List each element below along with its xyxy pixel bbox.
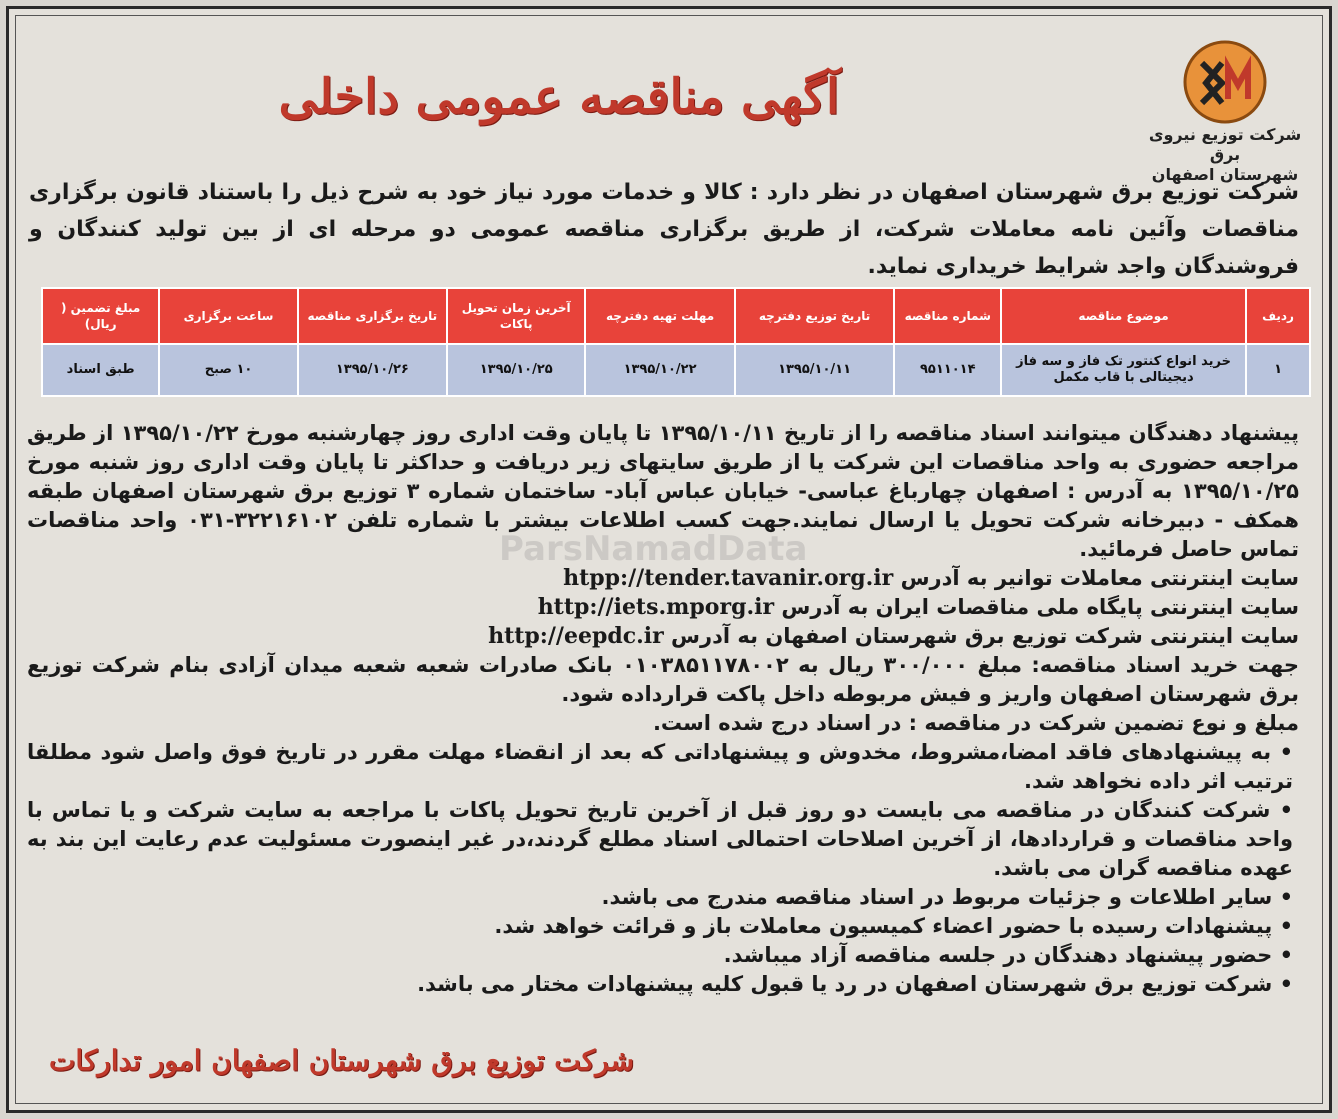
site-line-eepdc [27, 622, 1299, 651]
notice-body [27, 419, 1299, 999]
condition-item: • حضور پیشنهاد دهندگان در جلسه مناقصه آزاد میباشد. [27, 941, 1299, 970]
header-number: شماره مناقصه [894, 288, 1001, 344]
header-subject: موضوع مناقصه [1001, 288, 1246, 344]
header-delivery-deadline: آخرین زمان تحویل پاکات [447, 288, 586, 344]
submission-paragraph: پیشنهاد دهندگان میتوانند اسناد مناقصه را از تاریخ ۱۳۹۵/۱۰/۱۱ تا پایان وقت اداری روز چهارشنبه مورخ ۱۳۹۵/۱۰/۲۲ از طریق مراجعه حضوری به واحد مناقصات این شرکت یا از طریق سایتهای زیر دریافت و حداکثر تا پایان وقت اداری روز شنبه مورخ ۱۳۹۵/۱۰/۲۵ به آدرس : اصفهان چهارباغ عباسی- خیابان عباس آباد- ساختمان شماره ۳ توزیع برق شهرستان اصفهان طبقه همکف - دبیرخانه شرکت تحویل یا ارسال نمایند.جهت کسب اطلاعات بیشتر با شماره تلفن ۳۲۲۱۶۱۰۲-۰۳۱ واحد مناقصات تماس حاصل فرمائید. [27, 421, 1299, 561]
electric-power-logo-icon [1182, 39, 1268, 125]
header-index: ردیف [1246, 288, 1310, 344]
notice-headline: آگهی مناقصه عمومی داخلی [278, 69, 840, 125]
tender-table-header-row [42, 288, 1310, 344]
condition-item: • به پیشنهادهای فاقد امضا،مشروط، مخدوش و پیشنهاداتی که بعد از انقضاء مهلت مقرر در تاریخ فوق واصل شود مطلقا ترتیب اثر داده نخواهد شد. [27, 738, 1299, 796]
cell-index: ۱ [1246, 344, 1310, 396]
guarantee-paragraph: مبلغ و نوع تضمین شرکت در مناقصه : در اسناد درج شده است. [652, 711, 1299, 735]
table-row [42, 344, 1310, 396]
header-holding-time: ساعت برگزاری [159, 288, 298, 344]
header-dist-date: تاریخ توزیع دفترچه [735, 288, 895, 344]
company-logo-block [1135, 39, 1315, 185]
company-name-line2: شهرستان اصفهان [1151, 165, 1299, 184]
site-line-tavanir [27, 564, 1299, 593]
site-url-iets[interactable]: http://iets.mporg.ir [537, 594, 775, 620]
cell-subject: خرید انواع کنتور تک فاز و سه فاز دیجیتالی با قاب مکمل [1001, 344, 1246, 396]
purchase-paragraph: جهت خرید اسناد مناقصه: مبلغ ۳۰۰/۰۰۰ ریال به ۰۱۰۳۸۵۱۱۷۸۰۰۲ بانک صادرات شعبه شعبه میدان آزادی بنام شرکت توزیع برق شهرستان اصفهان واریز و فیش مربوطه داخل پاکت قرارداده شود. [27, 653, 1299, 706]
tender-table [41, 287, 1311, 397]
site-label: سایت اینترنتی شرکت توزیع برق شهرستان اصفهان به آدرس [671, 624, 1299, 648]
notice-page [6, 6, 1332, 1113]
site-line-iets [27, 593, 1299, 622]
site-url-tavanir[interactable]: htpp://tender.tavanir.org.ir [563, 565, 894, 591]
cell-prep-deadline: ۱۳۹۵/۱۰/۲۲ [585, 344, 734, 396]
site-label: سایت اینترنتی پایگاه ملی مناقصات ایران به آدرس [781, 595, 1299, 619]
signature: شرکت توزیع برق شهرستان اصفهان امور تدارکات [49, 1044, 634, 1077]
cell-holding-time: ۱۰ صبح [159, 344, 298, 396]
condition-item: • پیشنهادات رسیده با حضور اعضاء کمیسیون معاملات باز و قرائت خواهد شد. [27, 912, 1299, 941]
site-label: سایت اینترنتی معاملات توانیر به آدرس [900, 566, 1299, 590]
cell-holding-date: ۱۳۹۵/۱۰/۲۶ [298, 344, 447, 396]
cell-delivery-deadline: ۱۳۹۵/۱۰/۲۵ [447, 344, 586, 396]
site-url-eepdc[interactable]: http://eepdc.ir [488, 623, 664, 649]
condition-item: • شرکت توزیع برق شهرستان اصفهان در رد یا قبول کلیه پیشنهادات مختار می باشد. [27, 970, 1299, 999]
header-holding-date: تاریخ برگزاری مناقصه [298, 288, 447, 344]
cell-dist-date: ۱۳۹۵/۱۰/۱۱ [735, 344, 895, 396]
company-name-line1: شرکت توزیع نیروی برق [1148, 125, 1302, 164]
cell-guarantee: طبق اسناد [42, 344, 159, 396]
watermark-text: ParsNamadData [499, 529, 808, 569]
cell-number: ۹۵۱۱۰۱۴ [894, 344, 1001, 396]
header-prep-deadline: مهلت تهیه دفترچه [585, 288, 734, 344]
header-guarantee: مبلغ تضمین ( ریال) [42, 288, 159, 344]
condition-item: • سایر اطلاعات و جزئیات مربوط در اسناد مناقصه مندرج می باشد. [27, 883, 1299, 912]
intro-paragraph: شرکت توزیع برق شهرستان اصفهان در نظر دارد : کالا و خدمات مورد نیاز خود به شرح ذیل را باستناد قانون برگزاری مناقصات وآئین نامه معاملات شرکت، از طریق برگزاری مناقصه عمومی دو مرحله ای از بین تولید کنندگان و فروشندگان واجد شرایط خریداری نماید. [29, 180, 1299, 279]
condition-item: • شرکت کنندگان در مناقصه می بایست دو روز قبل از آخرین تاریخ تحویل پاکات با مراجعه به سایت شرکت و یا تماس با واحد مناقصات و قراردادها، از آخرین اصلاحات احتمالی اسناد مطلع گردند،در غیر اینصورت مسئولیت عدم رعایت این بند به عهده مناقصه گران می باشد. [27, 796, 1299, 883]
